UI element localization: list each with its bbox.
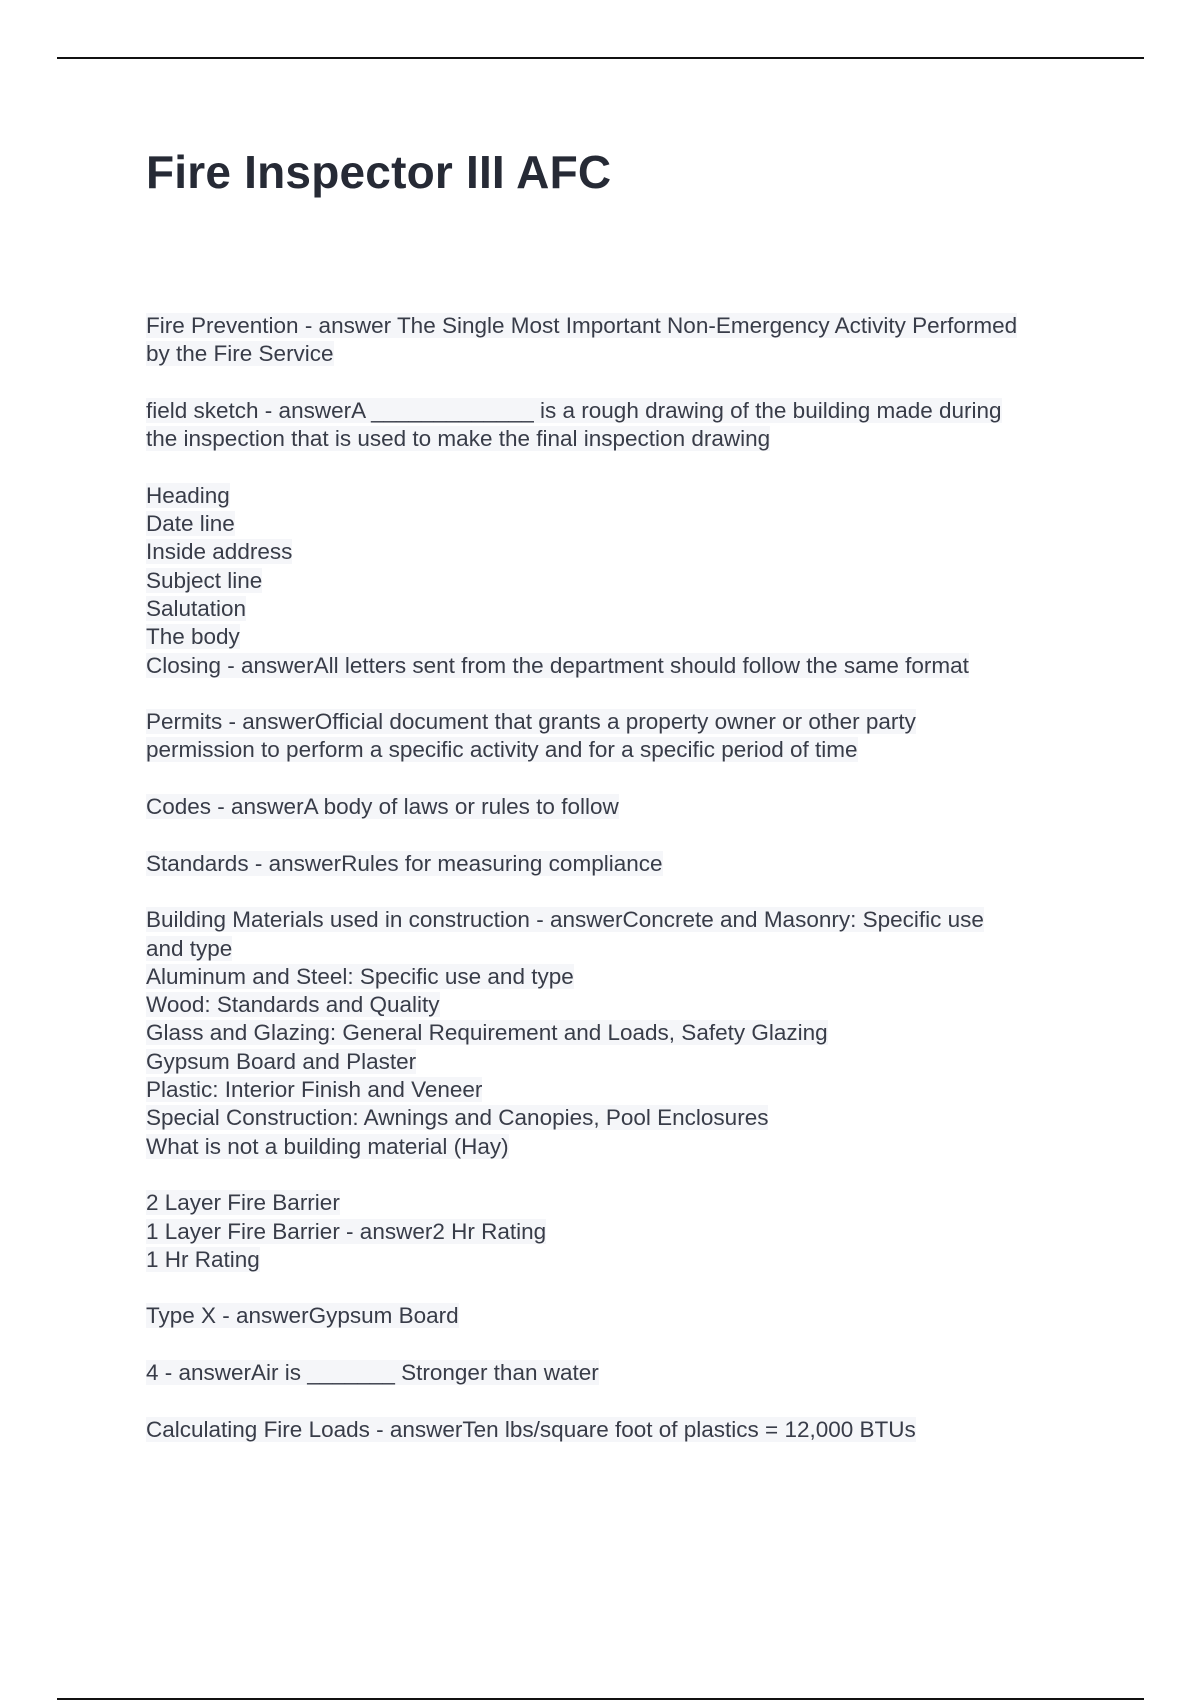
qa-line: Fire Prevention - answer The Single Most Important Non-Emergency Activity Performed xyxy=(146,313,1018,338)
qa-item xyxy=(146,793,1096,821)
qa-list xyxy=(146,312,1096,1472)
qa-line: by the Fire Service xyxy=(146,341,334,367)
qa-line: Subject line xyxy=(146,567,263,593)
qa-line: Glass and Glazing: General Requirement and Loads, Safety Glazing xyxy=(146,1020,828,1046)
qa-line: Date line xyxy=(146,511,235,537)
qa-item xyxy=(146,1302,1096,1330)
qa-line: 1 Hr Rating xyxy=(146,1246,260,1272)
qa-line: Inside address xyxy=(146,539,293,565)
qa-line: The body xyxy=(146,624,240,650)
qa-item xyxy=(146,850,1096,878)
qa-line: 2 Layer Fire Barrier xyxy=(146,1190,340,1216)
qa-line: Wood: Standards and Quality xyxy=(146,992,440,1018)
qa-item xyxy=(146,397,1096,454)
qa-line: Aluminum and Steel: Specific use and type xyxy=(146,963,574,989)
qa-line: Special Construction: Awnings and Canopies, Pool Enclosures xyxy=(146,1105,769,1131)
qa-line: Standards - answerRules for measuring compliance xyxy=(146,850,663,876)
qa-item xyxy=(146,482,1096,680)
page-title: Fire Inspector III AFC xyxy=(146,146,612,198)
qa-item xyxy=(146,1189,1096,1274)
qa-line: What is not a building material (Hay) xyxy=(146,1133,509,1159)
qa-item xyxy=(146,906,1096,1161)
qa-line: and type xyxy=(146,935,233,961)
qa-line: Building Materials used in construction - answerConcrete and Masonry: Specific use xyxy=(146,907,984,933)
qa-line: Heading xyxy=(146,482,230,508)
qa-line: Gypsum Board and Plaster xyxy=(146,1048,417,1074)
qa-item xyxy=(146,708,1096,765)
qa-line: Salutation xyxy=(146,595,247,621)
qa-line: field sketch - answerA _____________ is a rough drawing of the building made during xyxy=(146,397,1002,423)
qa-line: Closing - answerAll letters sent from the department should follow the same format xyxy=(146,652,969,678)
qa-item xyxy=(146,312,1096,369)
qa-line: Plastic: Interior Finish and Veneer xyxy=(146,1077,483,1103)
qa-line: Permits - answerOfficial document that grants a property owner or other party xyxy=(146,709,916,735)
qa-line: 1 Layer Fire Barrier - answer2 Hr Rating xyxy=(146,1218,547,1244)
qa-line: the inspection that is used to make the final inspection drawing xyxy=(146,426,771,452)
qa-line: Calculating Fire Loads - answerTen lbs/square foot of plastics = 12,000 BTUs xyxy=(146,1416,916,1442)
qa-line: Codes - answerA body of laws or rules to follow xyxy=(146,794,619,820)
qa-item xyxy=(146,1359,1096,1387)
qa-line: Type X - answerGypsum Board xyxy=(146,1303,459,1329)
qa-line: permission to perform a specific activity and for a specific period of time xyxy=(146,737,858,763)
top-rule xyxy=(57,57,1144,59)
qa-item xyxy=(146,1416,1096,1444)
qa-line: 4 - answerAir is _______ Stronger than water xyxy=(146,1359,599,1385)
